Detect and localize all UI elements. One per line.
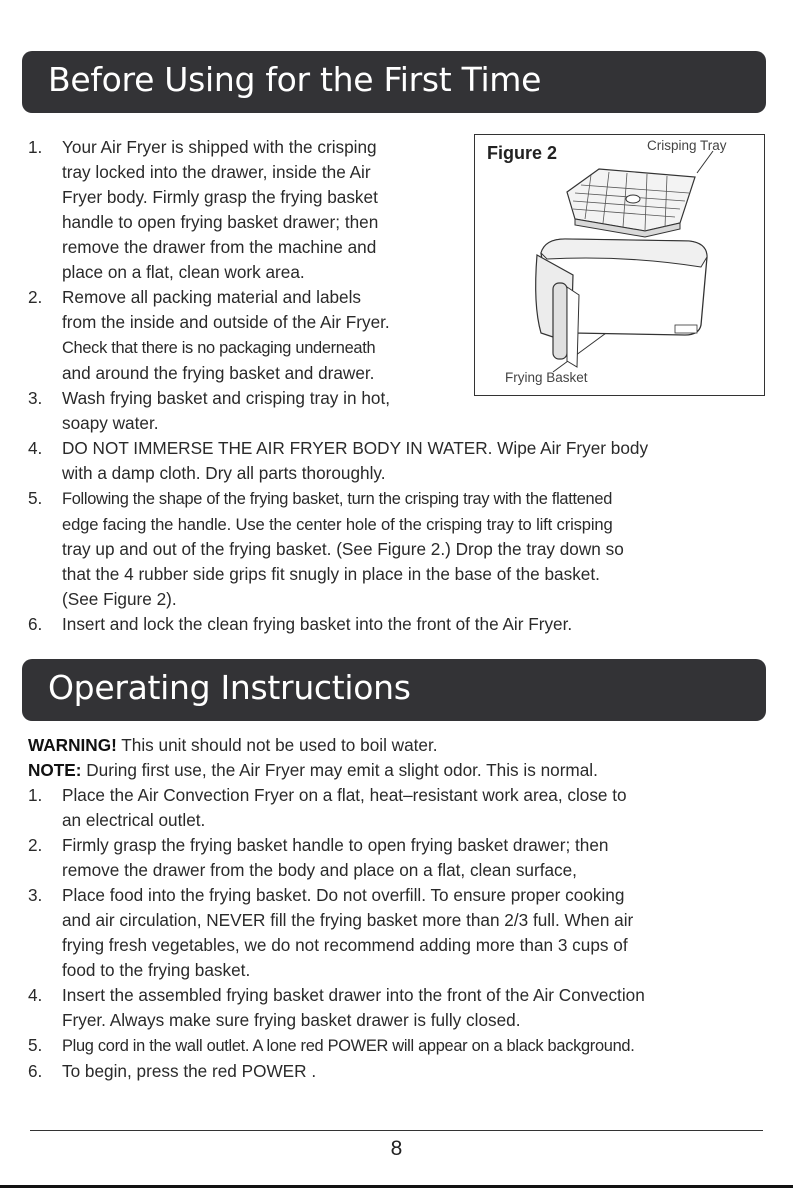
- frying-basket-icon: [536, 239, 707, 367]
- footer-divider: [30, 1130, 763, 1131]
- section-header-first-use: [22, 51, 766, 113]
- list-item: 3. Wash frying basket and crisping tray in hot, soapy water.: [28, 388, 390, 433]
- section-title: Before Using for the First Time: [48, 60, 542, 99]
- list-item: 1. Place the Air Convection Fryer on a flat, heat–resistant work area, close to an electrical outlet.: [28, 785, 627, 830]
- list-item: 4. Insert the assembled frying basket drawer into the front of the Air Convection Fryer. Always make sure frying basket drawer is fully closed.: [28, 985, 645, 1030]
- list-item: 2. Remove all packing material and labels from the inside and outside of the Air Fryer. Check that there is no packaging underneath and around the frying basket and drawer.: [28, 287, 390, 383]
- list-item: 4. DO NOT IMMERSE THE AIR FRYER BODY IN WATER. Wipe Air Fryer body with a damp cloth. Dry all parts thoroughly.: [28, 438, 649, 483]
- section-title: Operating Instructions: [48, 668, 411, 707]
- list-item: 5. Following the shape of the frying basket, turn the crisping tray with the flattened edge facing the handle. Use the center hole of the crisping tray to lift crisping tray up and out of the frying basket. (See Figure 2.) Drop the tray down so that the 4 rubber side grips fit snugly in place in the base of the basket. (See Figure 2).: [28, 488, 624, 609]
- note-line: NOTE: During first use, the Air Fryer may emit a slight odor. This is normal.: [28, 760, 598, 780]
- page-number: 8: [390, 1137, 403, 1160]
- crisping-tray-icon: [567, 169, 695, 237]
- crisping-tray-label: Crisping Tray: [647, 138, 727, 153]
- list-item: 6. Insert and lock the clean frying basket into the front of the Air Fryer.: [28, 614, 573, 634]
- operating-steps: [22, 783, 767, 1084]
- warning-line: WARNING! This unit should not be used to boil water.: [28, 735, 438, 755]
- section-header-operating: [22, 659, 766, 721]
- list-item: 1. Your Air Fryer is shipped with the crisping tray locked into the drawer, inside the Air Fryer body. Firmly grasp the frying basket handle to open frying basket drawer; then remove the drawer from the machine and place on a flat, clean work area.: [28, 137, 379, 282]
- list-item: 6. To begin, press the red POWER .: [28, 1061, 317, 1081]
- list-item: 5. Plug cord in the wall outlet. A lone red POWER will appear on a black background.: [28, 1035, 635, 1055]
- list-item: 3. Place food into the frying basket. Do not overfill. To ensure proper cooking and air circulation, NEVER fill the frying basket more than 2/3 full. When air frying fresh vegetables, we do not recommend adding more than 3 cups of food to the frying basket.: [28, 885, 634, 980]
- frying-basket-label: Frying Basket: [505, 370, 588, 385]
- figure-title: Figure 2: [487, 143, 558, 163]
- air-fryer-basket-illustration: [475, 135, 766, 397]
- list-item: 2. Firmly grasp the frying basket handle to open frying basket drawer; then remove the drawer from the body and place on a flat, clean surface,: [28, 835, 609, 880]
- figure-2: [474, 134, 765, 396]
- operating-notices: [28, 733, 768, 783]
